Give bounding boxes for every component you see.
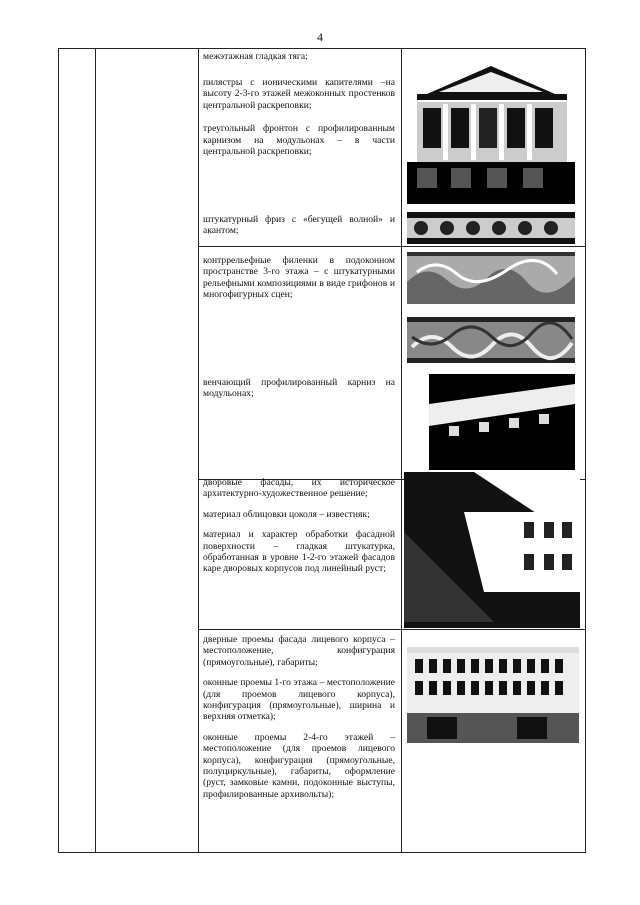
courtyard-photo <box>404 472 580 628</box>
cornice-photo <box>429 374 575 470</box>
feature-item: дворовые фасады, их историческое архитектурно-художественное решение; <box>203 477 395 500</box>
feature-item: материал и характер обработки фасадной поверхности – гладкая штукатурка, обработанная в уровне 1-2-го этажей фасадов каре дворовых корпусов под линейный руст; <box>203 529 395 575</box>
frieze-photo <box>407 212 575 244</box>
row-text-5 <box>203 377 395 409</box>
row-text-3 <box>203 214 395 246</box>
feature-item: штукатурный фриз с «бегущей волной» и акантом; <box>203 214 395 237</box>
row-text-6 <box>203 477 395 584</box>
features-table <box>58 48 586 853</box>
feature-item: контррельефные филенки в подоконном пространстве 3-го этажа – с штукатурными рельефными композициями в виде грифонов и многофигурных сцен; <box>203 255 395 301</box>
feature-item: оконные проемы 2-4-го этажей – местоположение (для проемов лицевого корпуса), конфигурация (прямоугольные, полуциркульные), габариты, оформление (руст, замковые камни, подоконные выступы, профилированные архивольты); <box>203 731 395 800</box>
row-text-2 <box>203 77 395 166</box>
courtyard-wide-photo <box>407 633 579 743</box>
relief-photo-2 <box>407 317 575 363</box>
row-text-7 <box>203 634 395 809</box>
feature-item: материал облицовки цоколя – известняк; <box>203 508 370 520</box>
facade-photo <box>407 64 575 204</box>
relief-photo-1 <box>407 252 575 304</box>
feature-item: треугольный фронтон с профилированным карнизом на модульонах – в части центральной раскреповки; <box>203 123 395 158</box>
feature-item: межэтажная гладкая тяга; <box>203 51 308 62</box>
row-text-4 <box>203 255 395 310</box>
page-number: 4 <box>317 30 323 44</box>
feature-item: оконные проемы 1-го этажа – местоположение (для проемов лицевого корпуса), конфигурация (прямоугольные), ширина и верхняя отметка); <box>203 677 395 723</box>
feature-item: венчающий профилированный карниз на модульонах; <box>203 377 395 400</box>
feature-item: пилястры с ионическими капителями –на высоту 2-3-го этажей межоконных простенков центральной раскреповки; <box>203 77 395 111</box>
feature-item: дверные проемы фасада лицевого корпуса – местоположение, конфигурация (прямоугольные), габариты; <box>203 634 395 668</box>
row-text-1 <box>203 51 395 71</box>
